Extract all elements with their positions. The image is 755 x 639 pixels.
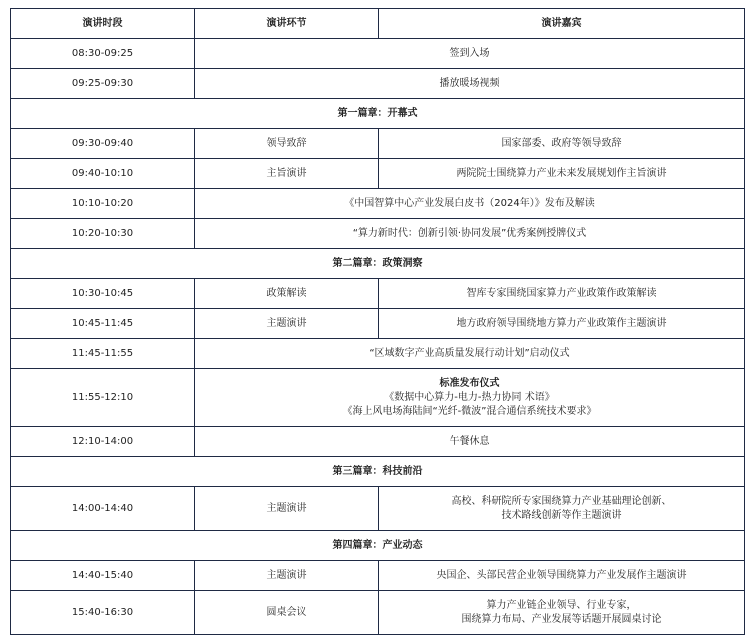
table-row [11,369,745,427]
table-row [11,39,745,69]
span-cell [195,369,745,427]
time-cell: 10:30-10:45 [11,279,195,309]
span-cell: 播放暖场视频 [195,69,745,99]
time-cell: 15:40-16:30 [11,591,195,635]
chapter-title: 第一篇章：开幕式 [11,99,745,129]
time-cell: 12:10-14:00 [11,427,195,457]
time-cell: 09:40-10:10 [11,159,195,189]
time-cell: 14:00-14:40 [11,487,195,531]
chapter-title: 第四篇章：产业动态 [11,531,745,561]
table-row [11,219,745,249]
chapter-row [11,249,745,279]
time-cell: 09:30-09:40 [11,129,195,159]
speaker-cell: 国家部委、政府等领导致辞 [379,129,745,159]
table-row [11,427,745,457]
speaker-line: 围绕算力布局、产业发展等话题开展圆桌讨论 [461,613,662,625]
table-row [11,129,745,159]
table-row [11,189,745,219]
speaker-cell: 智库专家围绕国家算力产业政策作政策解读 [379,279,745,309]
header-time: 演讲时段 [11,9,195,39]
header-speaker: 演讲嘉宾 [379,9,745,39]
ceremony-title: 标准发布仪式 [439,377,500,389]
segment-cell: 政策解读 [195,279,379,309]
segment-cell: 主旨演讲 [195,159,379,189]
standard-item: 《海上风电场海陆间“光纤-微波”混合通信系统技术要求》 [342,405,597,417]
table-row [11,279,745,309]
span-cell: 《中国智算中心产业发展白皮书（2024年）》发布及解读 [195,189,745,219]
time-cell: 09:25-09:30 [11,69,195,99]
chapter-title: 第二篇章：政策洞察 [11,249,745,279]
segment-cell: 主题演讲 [195,309,379,339]
header-segment: 演讲环节 [195,9,379,39]
segment-cell: 主题演讲 [195,487,379,531]
span-cell: “算力新时代：创新引领·协同发展”优秀案例授牌仪式 [195,219,745,249]
time-cell: 14:40-15:40 [11,561,195,591]
header-row [11,9,745,39]
span-cell: 午餐休息 [195,427,745,457]
agenda-table [10,8,745,635]
time-cell: 10:45-11:45 [11,309,195,339]
speaker-cell [379,591,745,635]
speaker-line: 高校、科研院所专家围绕算力产业基础理论创新、 [451,495,672,507]
chapter-row [11,99,745,129]
speaker-cell: 两院院士围绕算力产业未来发展规划作主旨演讲 [379,159,745,189]
speaker-line: 算力产业链企业领导、行业专家， [486,599,637,611]
time-cell: 11:55-12:10 [11,369,195,427]
time-cell: 10:10-10:20 [11,189,195,219]
time-cell: 11:45-11:55 [11,339,195,369]
table-row [11,309,745,339]
speaker-cell: 央国企、头部民营企业领导围绕算力产业发展作主题演讲 [379,561,745,591]
time-cell: 10:20-10:30 [11,219,195,249]
table-row [11,69,745,99]
table-row [11,159,745,189]
span-cell: “区域数字产业高质量发展行动计划”启动仪式 [195,339,745,369]
segment-cell: 主题演讲 [195,561,379,591]
segment-cell: 圆桌会议 [195,591,379,635]
speaker-line: 技术路线创新等作主题演讲 [501,509,622,521]
chapter-title: 第三篇章：科技前沿 [11,457,745,487]
time-cell: 08:30-09:25 [11,39,195,69]
table-row [11,339,745,369]
standard-item: 《数据中心算力-电力-热力协同 术语》 [384,391,555,403]
table-row [11,561,745,591]
span-cell: 签到入场 [195,39,745,69]
table-row [11,591,745,635]
speaker-cell: 地方政府领导围绕地方算力产业政策作主题演讲 [379,309,745,339]
segment-cell: 领导致辞 [195,129,379,159]
speaker-cell [379,487,745,531]
table-row [11,487,745,531]
chapter-row [11,457,745,487]
chapter-row [11,531,745,561]
